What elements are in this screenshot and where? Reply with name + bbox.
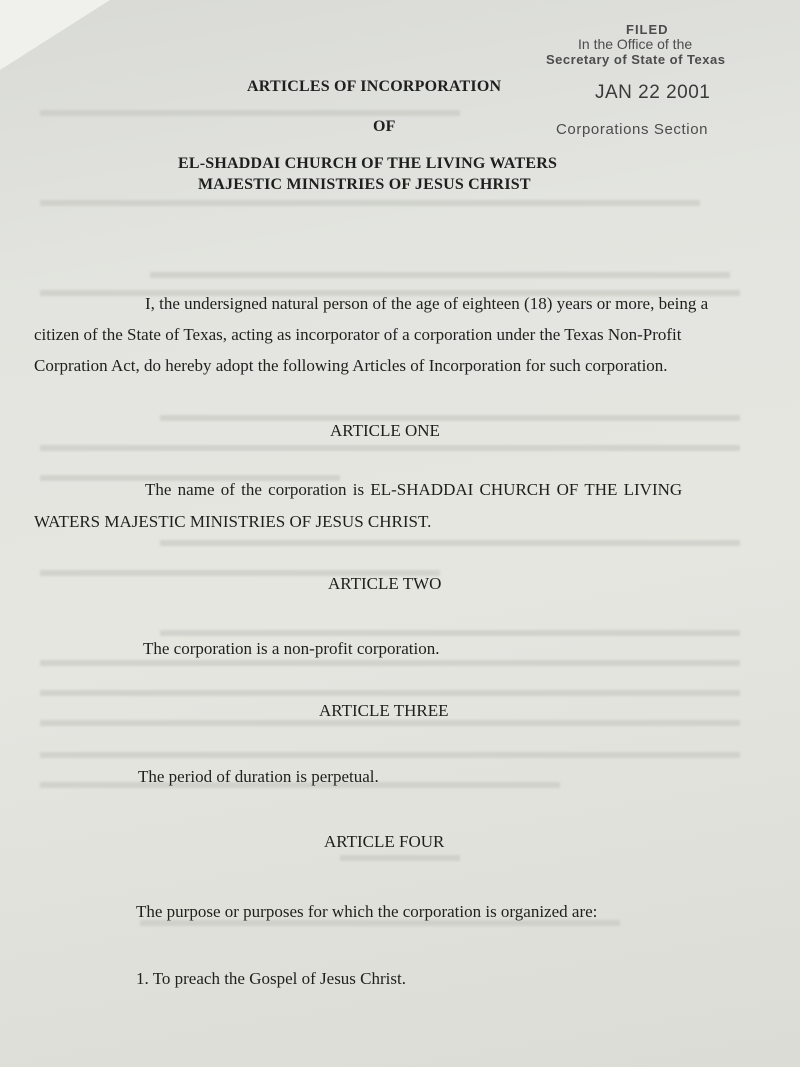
article-four-text: The purpose or purposes for which the corporation is organized are: — [136, 902, 598, 921]
document-title: ARTICLES OF INCORPORATION — [247, 78, 502, 95]
intro-line-2: citizen of the State of Texas, acting as incorporator of a corporation under the Texas Non-Profit — [34, 325, 682, 344]
article-four-heading: ARTICLE FOUR — [324, 832, 445, 851]
stamp-secretary-line: Secretary of State of Texas — [546, 52, 726, 67]
article-four-item-1: 1. To preach the Gospel of Jesus Christ. — [136, 969, 406, 988]
article-one-line-2: WATERS MAJESTIC MINISTRIES OF JESUS CHRIST. — [34, 512, 432, 531]
stamp-filed: FILED — [626, 22, 669, 37]
article-three-heading: ARTICLE THREE — [319, 701, 449, 720]
stamp-date: JAN 22 2001 — [595, 82, 711, 103]
stamp-office-line: In the Office of the — [578, 36, 693, 52]
intro-line-1: I, the undersigned natural person of the age of eighteen (18) years or more, being a — [145, 294, 709, 313]
article-one-heading: ARTICLE ONE — [330, 421, 440, 440]
corporation-name-line-2: MAJESTIC MINISTRIES OF JESUS CHRIST — [198, 176, 531, 193]
intro-line-3: Corpration Act, do hereby adopt the following Articles of Incorporation for such corporation. — [34, 356, 668, 375]
article-two-heading: ARTICLE TWO — [328, 574, 442, 593]
corporation-name-line-1: EL-SHADDAI CHURCH OF THE LIVING WATERS — [178, 155, 558, 172]
stamp-section: Corporations Section — [556, 121, 709, 138]
article-two-text: The corporation is a non-profit corporation. — [143, 639, 440, 658]
folded-corner — [0, 0, 110, 70]
title-of: OF — [373, 118, 396, 135]
article-one-line-1: The name of the corporation is EL-SHADDAI CHURCH OF THE LIVING — [145, 480, 683, 499]
article-three-text: The period of duration is perpetual. — [138, 767, 379, 786]
